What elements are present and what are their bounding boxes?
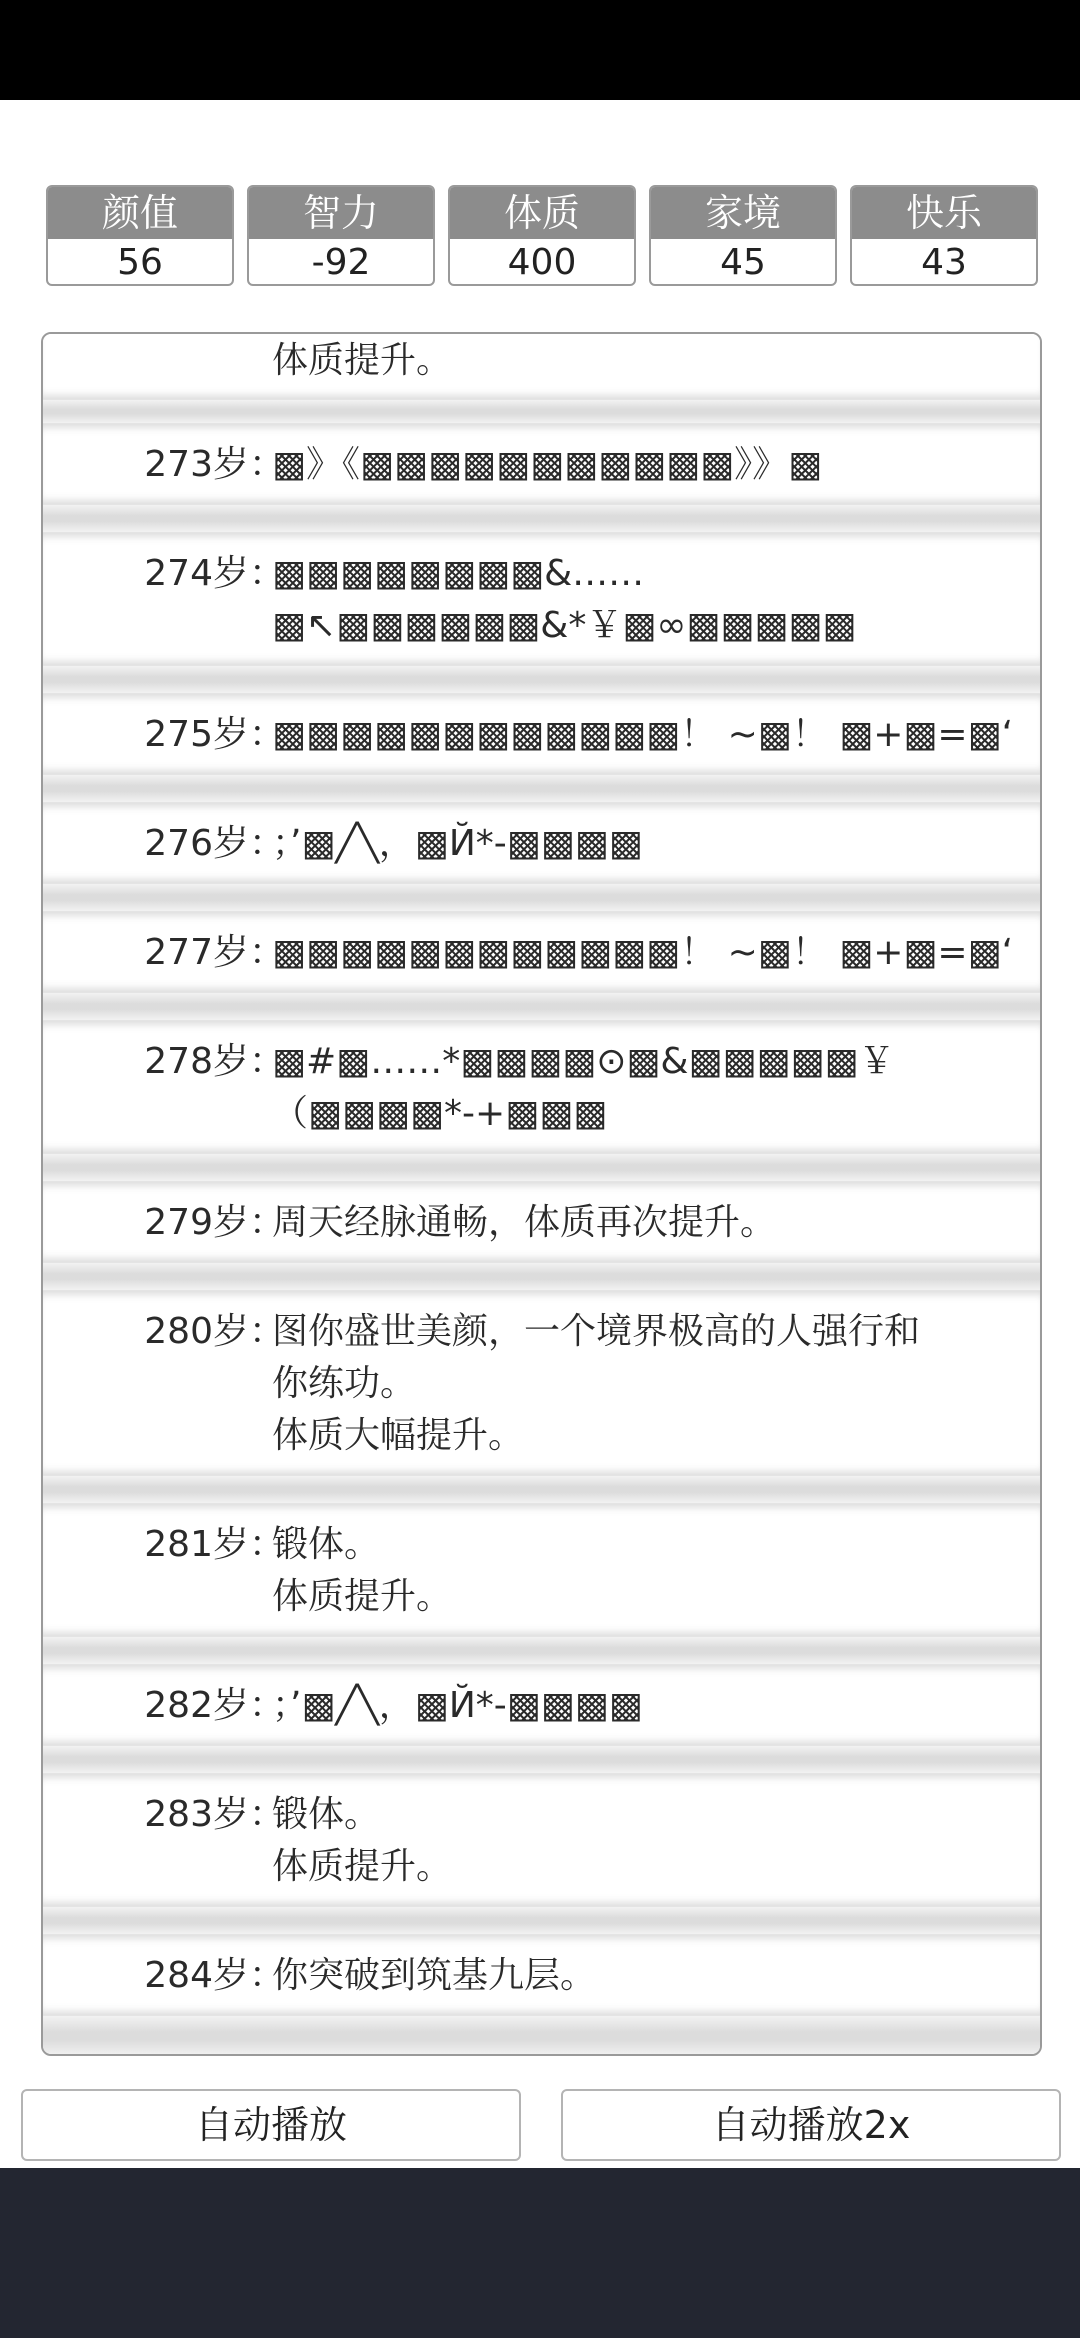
log-entry-text: 图你盛世美颜，一个境界极高的人强行和: [272, 1311, 921, 1352]
log-separator: [43, 1476, 1040, 1503]
log-entry-text: （▩▩▩▩*-+▩▩▩: [272, 1093, 608, 1134]
log-entry: [43, 532, 1040, 666]
log-entry-age: 277岁：: [144, 932, 285, 973]
log-entry: [43, 911, 1040, 993]
log-entry: [43, 1020, 1040, 1154]
log-separator: [43, 884, 1040, 911]
stat-value: -92: [311, 242, 371, 283]
life-log-list[interactable]: [41, 332, 1042, 2056]
log-entry-age: 284岁：: [144, 1955, 285, 1996]
log-entry-age: 273岁：: [144, 444, 285, 485]
log-entry-text: 锻体。: [272, 1524, 381, 1565]
stat-label: 智力: [249, 187, 433, 239]
log-entry-text: ▩▩▩▩▩▩▩▩▩▩▩▩！ ~▩！ ▩+▩=▩‘: [272, 932, 1014, 973]
log-separator: [43, 775, 1040, 802]
stat-value: 56: [117, 242, 163, 283]
log-entry-text: 体质提升。: [272, 1846, 453, 1887]
log-separator: [43, 1907, 1040, 1934]
auto-play-2x-button[interactable]: 自动播放2x: [561, 2089, 1061, 2161]
system-navigation-bar: [0, 2168, 1080, 2338]
log-entry: [43, 802, 1040, 884]
log-entry: [43, 1773, 1040, 1907]
log-entry-text: ▩▩▩▩▩▩▩▩&……: [272, 553, 645, 594]
log-entry-age: 282岁：: [144, 1685, 285, 1726]
stat-intelligence: [247, 185, 435, 286]
log-entry-age: 280岁：: [144, 1311, 285, 1352]
log-separator: [43, 505, 1040, 532]
log-entry-age: 283岁：: [144, 1794, 285, 1835]
stat-label: 快乐: [852, 187, 1036, 239]
log-entry: [43, 1181, 1040, 1263]
log-separator: [43, 1746, 1040, 1773]
log-entry-text: 体质提升。: [272, 340, 453, 381]
stat-constitution: [448, 185, 636, 286]
stat-appearance: [46, 185, 234, 286]
log-entry-age: 278岁：: [144, 1041, 285, 1082]
stat-label: 家境: [651, 187, 835, 239]
log-entry-text: ▩》《▩▩▩▩▩▩▩▩▩▩▩》》▩: [272, 444, 823, 485]
log-entry-age: 274岁：: [144, 553, 285, 594]
log-entry: [43, 693, 1040, 775]
log-separator: [43, 1263, 1040, 1290]
stat-value: 43: [921, 242, 967, 283]
log-entry: [43, 1934, 1040, 2016]
log-entry-text: 周天经脉通畅，体质再次提升。: [272, 1202, 777, 1243]
log-entry-text: ▩↖▩▩▩▩▩▩&*￥▩∞▩▩▩▩▩: [272, 605, 857, 646]
log-entry: [43, 423, 1040, 505]
log-entry-partial: [43, 332, 1040, 400]
stat-family: [649, 185, 837, 286]
log-entry-age: 281岁：: [144, 1524, 285, 1565]
log-entry-text: 你突破到筑基九层。: [272, 1955, 597, 1996]
attribute-panel: [46, 185, 1038, 288]
log-entry-text: ；’▩╱╲，▩Й*-▩▩▩▩: [272, 823, 643, 864]
log-entry-text: 你练功。: [272, 1363, 417, 1404]
log-separator: [43, 400, 1040, 423]
log-separator: [43, 1637, 1040, 1664]
log-separator: [43, 993, 1040, 1020]
log-entry: [43, 1664, 1040, 1746]
log-separator: [43, 666, 1040, 693]
stat-happiness: [850, 185, 1038, 286]
stat-label: 体质: [450, 187, 634, 239]
status-bar: [0, 0, 1080, 100]
log-entry: [43, 1503, 1040, 1637]
log-entry-text: 体质提升。: [272, 1576, 453, 1617]
log-entry-age: 279岁：: [144, 1202, 285, 1243]
log-entry-text: ；’▩╱╲，▩Й*-▩▩▩▩: [272, 1685, 643, 1726]
stat-value: 400: [507, 242, 577, 283]
log-entry-text: 锻体。: [272, 1794, 381, 1835]
log-entry-age: 276岁：: [144, 823, 285, 864]
log-entry: [43, 1290, 1040, 1476]
log-entry-text: ▩#▩……*▩▩▩▩⊙▩&▩▩▩▩▩￥: [272, 1041, 895, 1082]
log-separator: [43, 2016, 1040, 2056]
auto-play-button[interactable]: 自动播放: [21, 2089, 521, 2161]
stat-value: 45: [720, 242, 766, 283]
log-separator: [43, 1154, 1040, 1181]
log-entry-text: ▩▩▩▩▩▩▩▩▩▩▩▩！ ~▩！ ▩+▩=▩‘: [272, 714, 1014, 755]
log-entry-age: 275岁：: [144, 714, 285, 755]
stat-label: 颜值: [48, 187, 232, 239]
log-entry-text: 体质大幅提升。: [272, 1415, 525, 1456]
